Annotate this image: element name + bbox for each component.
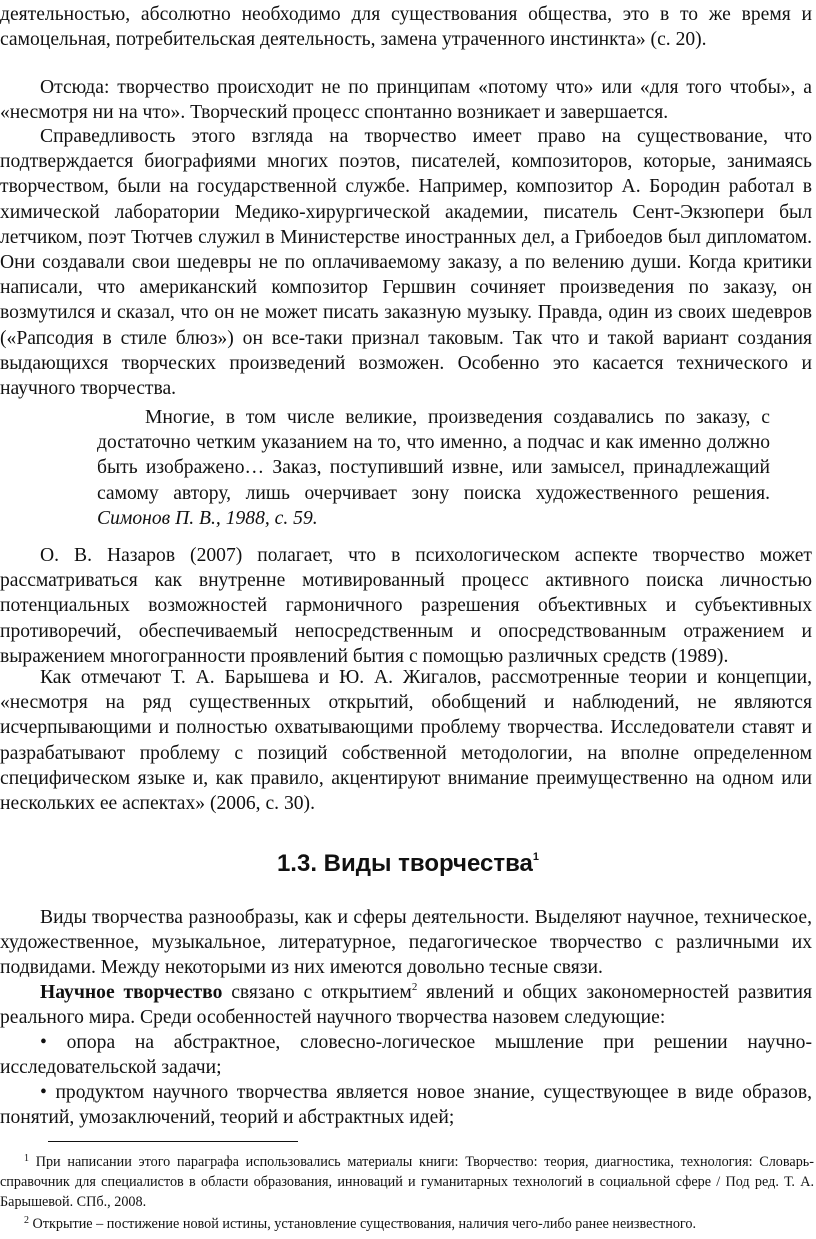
section-heading [0,842,816,879]
paragraph-barysheva: Как отмечают Т. А. Барышева и Ю. А. Жигалов, рассмотренные теории и концепции, «несмотря на ряд существенных открытий, обобщений и наблюдений, не являются исчерпывающими и полностью охватывающими проблему творчества. Исследователи ставят и разрабатывают проблему с позиций собственной методологии, на вполне определенном специфическом языке и, как правило, акцентируют внимание преимущественно на одном или нескольких ее аспектах» (2006, с. 30). [0,667,812,815]
paragraph-text: связано с открытием [222,982,412,1003]
heading-footnote-mark: 1 [532,851,540,863]
footnote-text: При написании этого параграфа использовались материалы книги: Творчество: теория, диагностика, технология: Словарь-справочник для специалистов в области образования, инноваций и гуманитарных технологий в социальной сфере / Под ред. Т. А. Барышевой. СПб., 2008. [0,1154,814,1210]
section-title: 1.3. Виды творчества [276,850,533,877]
footnote-mark: 2 [24,1215,29,1226]
footnote-1 [0,1152,814,1212]
quote-source: Симонов П. В., 1988, с. 59. [97,507,318,529]
paragraph-creativity-spontaneous: Отсюда: творчество происходит не по принципам «потому что» или «для того чтобы», а «несмотря ни на что». Творческий процесс спонтанно возникает и завершается. [0,77,812,124]
list-item: • продуктом научного творчества является новое знание, существующее в виде образов, понятий, умозаключений, теорий и абстрактных идей; [0,1082,812,1129]
footnote-2 [0,1214,814,1234]
paragraph-nazarov: О. В. Назаров (2007) полагает, что в психологическом аспекте творчество может рассматриваться как внутренне мотивированный процесс активного поиска личностью потенциальных возможностей гармоничного разрешения объективных и субъективных противоречий, обеспечиваемый непосредственным и опосредствованным отражением и выражением многогранности проявлений бытия с помощью различных средств (1989). [0,545,812,667]
block-quote [97,405,770,531]
paragraph-types-intro: Виды творчества разнообразы, как и сферы деятельности. Выделяют научное, техническое, художественное, музыкальное, литературное, педагогическое творчество с различными их подвидами. Между некоторыми из них имеются довольно тесные связи. [0,907,812,979]
quote-text: Многие, в том числе великие, произведения создавались по заказу, с достаточно четким указанием на то, что именно, а подчас и как именно должно быть изображено… Заказ, поступивший извне, или замысел, принадлежащий самому автору, лишь очерчивает зону поиска художественного решения. [97,407,770,504]
footnote-ref-2: 2 [411,981,418,993]
footnote-text: Открытие – постижение новой истины, установление существования, наличия чего-либо ранее неизвестного. [29,1216,697,1232]
term-scientific-creativity: Научное творчество [40,982,223,1003]
paragraph-biographies: Справедливость этого взгляда на творчество имеет право на существование, что подтверждается биографиями многих поэтов, писателей, композиторов, которые, занимаясь творчеством, были на государственной службе. Например, композитор А. Бородин работал в химической лаборатории Медико-хирургической академии, писатель Сент-Экзюпери был летчиком, поэт Тютчев служил в Министерстве иностранных дел, а Грибоедов был дипломатом. Они создавали свои шедевры не по оплачиваемому заказу, а по велению души. Когда критики написали, что американский композитор Гершвин сочиняет произведения по заказу, он возмутился и сказал, что он не может писать заказную музыку. Правда, один из своих шедевров («Рапсодия в стиле блюз») он все-таки признал таковым. Так что и такой вариант создания выдающихся творческих произведений возможен. Особенно это касается технического и научного творчества. [0,126,812,400]
paragraph-scientific-creativity [0,980,812,1030]
list-item: • опора на абстрактное, словесно-логическое мышление при решении научно-исследовательской задачи; [0,1032,812,1079]
paragraph-text: явлений и общих закономерностей развития реального мира. Среди особенностей научного творчества назовем следующие: [0,982,812,1029]
footnote-divider [48,1141,298,1142]
footnote-mark: 1 [24,1153,29,1164]
paragraph-continuation: деятельностью, абсолютно необходимо для существования общества, это в то же время и самоцельная, потребительская деятельность, замена утраченного инстинкта» (с. 20). [0,4,812,51]
